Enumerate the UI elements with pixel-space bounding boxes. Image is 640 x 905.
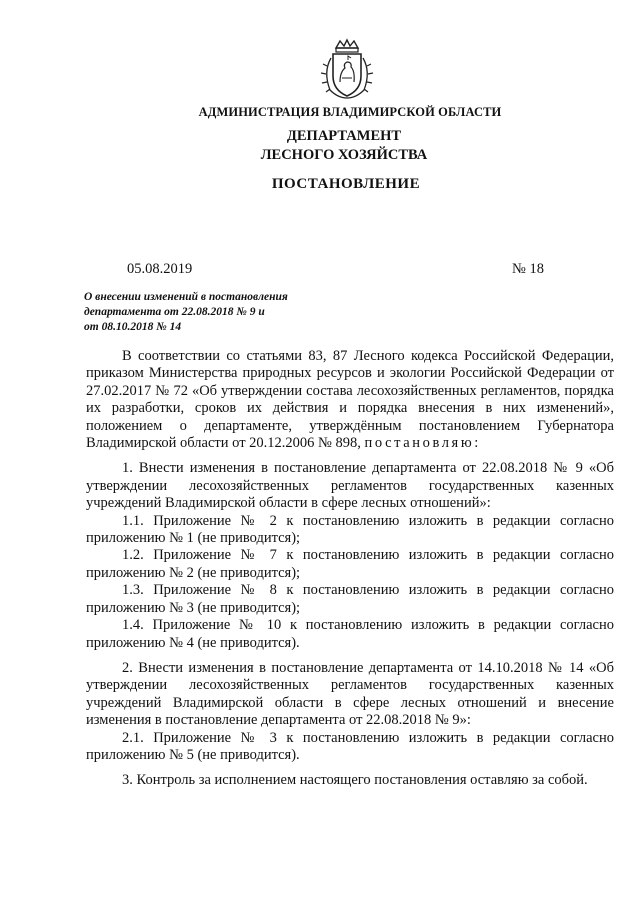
department-line-2: ЛЕСНОГО ХОЗЯЙСТВА [260, 147, 428, 163]
item-1: 1. Внести изменения в постановление департамента от 22.08.2018 № 9 «Об утверждении лесохозяйственных регламентов государственных казенных учреждений Владимирской области в сфере лесных отношений»: [86, 460, 614, 512]
document-number: № 18 [512, 261, 544, 277]
item-1-3: 1.3. Приложение № 8 к постановлению изложить в редакции согласно приложению № 3 (не приводится); [86, 582, 614, 616]
resolve-word: постановляю: [364, 435, 481, 452]
department-title [24, 127, 640, 165]
item-1-2: 1.2. Приложение № 7 к постановлению изложить в редакции согласно приложению № 2 (не приводится); [86, 547, 614, 581]
item-3: 3. Контроль за исполнением настоящего постановления оставляю за собой. [122, 772, 588, 789]
document-subject [84, 290, 344, 335]
subject-line-1: О внесении изменений в постановления [84, 291, 288, 303]
subject-line-2: департамента от 22.08.2018 № 9 и [84, 306, 265, 318]
document-body [86, 348, 614, 790]
subject-line-3: от 08.10.2018 № 14 [84, 321, 182, 333]
administration-title: АДМИНИСТРАЦИЯ ВЛАДИМИРСКОЙ ОБЛАСТИ [198, 105, 502, 119]
document-date: 05.08.2019 [127, 261, 193, 277]
item-2-1: 2.1. Приложение № 3 к постановлению изложить в редакции согласно приложению № 5 (не приводится). [86, 729, 614, 763]
preamble-paragraph [86, 348, 614, 452]
coat-of-arms-icon [318, 38, 376, 100]
item-1-1: 1.1. Приложение № 2 к постановлению изложить в редакции согласно приложению № 1 (не приводится); [86, 512, 614, 547]
department-line-1: ДЕПАРТАМЕНТ [286, 128, 402, 144]
document-type-title: ПОСТАНОВЛЕНИЕ [271, 176, 421, 192]
item-1-4: 1.4. Приложение № 10 к постановлению изложить в редакции согласно приложению № 4 (не приводится). [86, 617, 614, 651]
item-2: 2. Внести изменения в постановление департамента от 14.10.2018 № 14 «Об утверждении лесохозяйственных регламентов государственных казенных учреждений Владимирской области в сфере лесных отношений и внесение изменения в постановление департамента от 22.08.2018 № 9»: [86, 659, 614, 729]
preamble-text: В соответствии со статьями 83, 87 Лесного кодекса Российской Федерации, приказом Министерства природных ресурсов и экологии Российской Федерации от 27.02.2017 № 72 «Об утверждении состава лесохозяйственных регламентов, порядка их разработки, сроков их действия и порядка внесения в них изменений», положением о департаменте, утверждённым постановлением Губернатора Владимирской области от 20.12.2006 № 898, [86, 348, 614, 452]
